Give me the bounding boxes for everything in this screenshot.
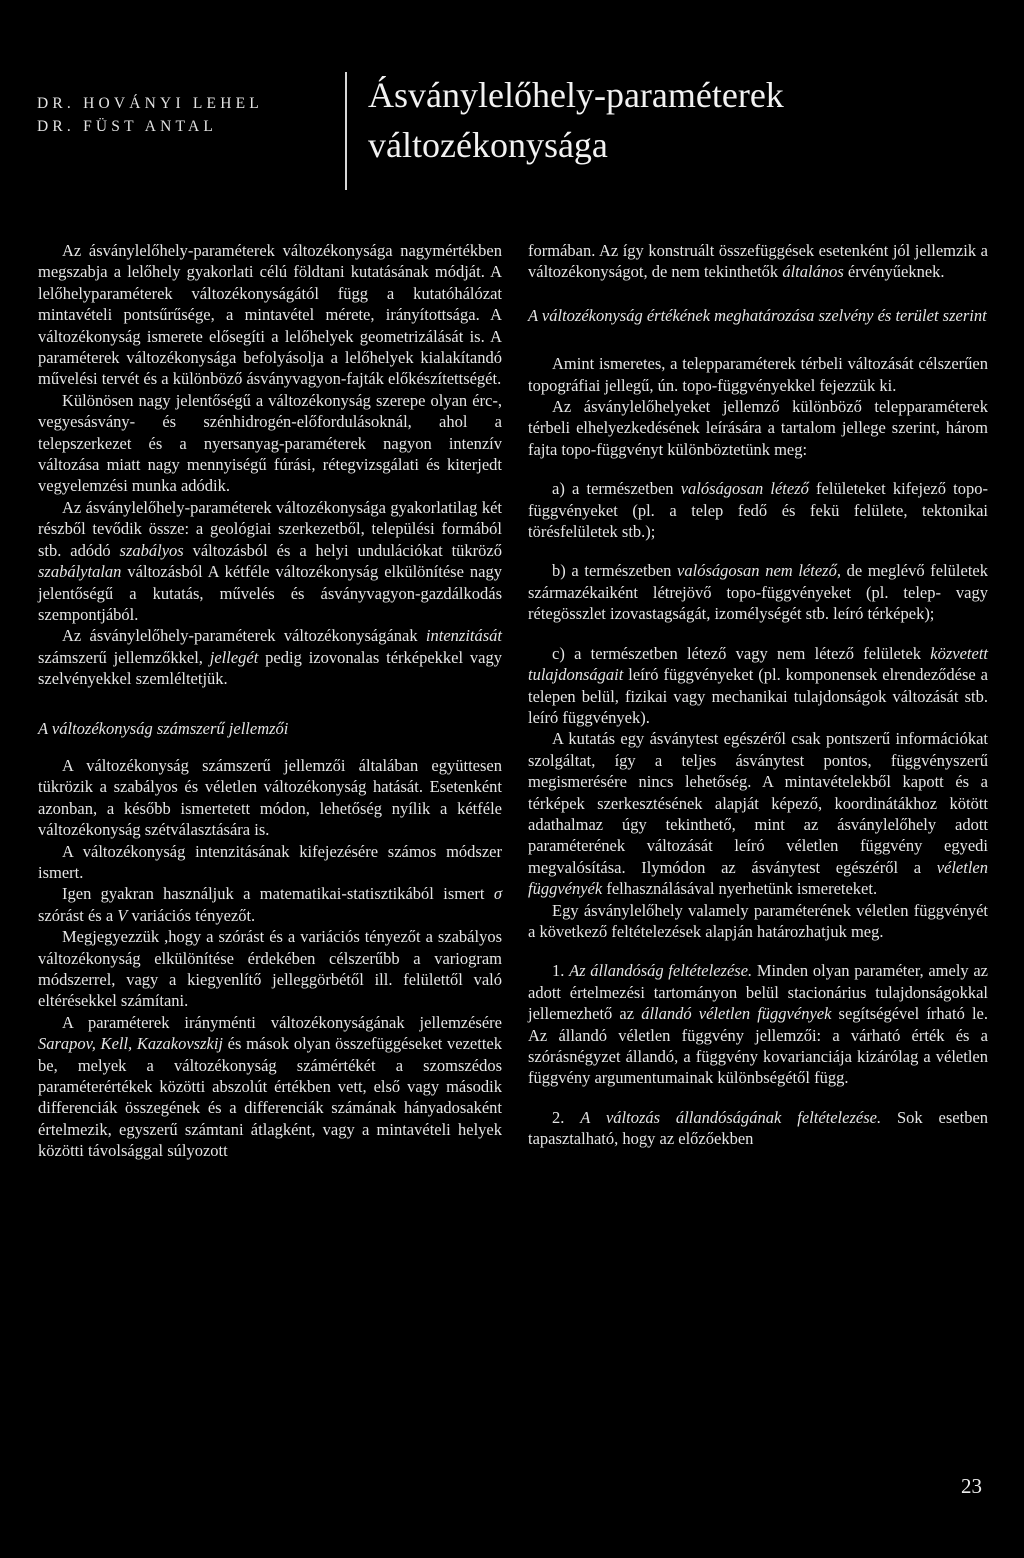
symbol-v: V xyxy=(117,905,128,925)
emphasis: valóságosan létező xyxy=(680,479,809,499)
title-line: Ásványlelőhely-paraméterek xyxy=(368,75,784,115)
text-run: pedig izovonalas térképekkel vagy szelvényekkel szemléltetjük. xyxy=(38,647,502,689)
emphasis: A változás állandóságának feltételezése. xyxy=(580,1107,882,1127)
text-run: változásból és a helyi undulációkat tükröző xyxy=(183,540,502,560)
paragraph xyxy=(38,1012,502,1162)
text-run: formában. Az így konstruált összefüggések esetenként jól jellemzik a változékonyságot, de nem tekinthetők xyxy=(528,241,988,282)
emphasis: általános xyxy=(782,262,844,282)
emphasis: Az állandóság feltételezése. xyxy=(569,961,753,981)
paragraph xyxy=(38,883,502,926)
text-run: felhasználásával nyerhetünk ismereteket. xyxy=(602,879,878,899)
text-run: segítségével írható le. Az állandó véletlen függvény jellemzői: a várható érték és a szórásnégyzet állandó, a függvény kovarianciája kizárólag a véletlen függvény argumentumainak különbségétől függ. xyxy=(528,1004,988,1088)
emphasis: jellegét xyxy=(209,647,259,667)
author-name: DR. HOVÁNYI LEHEL xyxy=(37,95,263,112)
page-number: 23 xyxy=(961,1474,982,1498)
text-run: c) a természetben létező vagy nem létező felületek xyxy=(552,643,931,663)
text-run: b) a természetben xyxy=(552,561,678,581)
emphasis: közvetett tulajdonságait xyxy=(528,643,988,685)
text-run: Minden olyan paraméter, amely az adott értelmezési tartományon belül stacionárius tulajdonságokkal jellemezhető az xyxy=(528,961,989,1024)
text-run: Igen gyakran használjuk a matematikai-statisztikából ismert xyxy=(62,884,494,904)
text-run: A paraméterek irányménti változékonyságának jellemzésére xyxy=(62,1012,502,1032)
title-line: változékonysága xyxy=(368,125,608,165)
text-run: számszerű jellemzőkkel, xyxy=(38,647,210,667)
header-divider xyxy=(345,72,347,190)
paragraph xyxy=(528,728,988,899)
paragraph: Az ásványlelőhelyeket jellemző különböző telepparaméterek térbeli elhelyezkedésének leírására a tartalom jellege szerint, három fajta topo-függvényt különböztetünk meg: xyxy=(528,397,988,459)
text-run: variációs tényezőt. xyxy=(127,905,256,925)
text-run: változásból A kétféle változékonyság elkülönítése nagy jelentőségű a kutatás, művelés és ásványvagyon-gazdálkodás szempontjából. xyxy=(38,562,502,624)
list-item xyxy=(528,643,988,729)
text-run: 1. xyxy=(552,961,570,981)
text-run: leíró függvényeket (pl. komponensek elrendeződése a telepen belül, fizikai vagy mechanikai tulajdonságok változását stb. leíró függvények). xyxy=(528,665,988,727)
emphasis: szabálytalan xyxy=(38,562,122,582)
numbered-item xyxy=(528,960,988,1088)
emphasis: valóságosan nem létező, xyxy=(677,561,841,581)
text-run: Az ásványlelőhely-paraméterek változékonyságának xyxy=(62,626,426,646)
paragraph xyxy=(38,625,502,689)
author-name: DR. FÜST ANTAL xyxy=(37,118,217,135)
paragraph: Különösen nagy jelentőségű a változékonyság szerepe olyan érc-, vegyesásvány- és szénhidrogén-előfordulásoknál, ahol a telepszerkezet és a nyersanyag-paraméterek nagyon intenzív változása miatt nagy mennyiségű fúrási, rétegvizsgálati és kiterjedt vegyelemzési munka adódik. xyxy=(38,390,502,496)
paragraph: Az ásványlelőhely-paraméterek változékonysága nagymértékben megszabja a lelőhely gyakorlati célú földtani kutatásának módját. A lelőhelyparaméterek változékonyságától függ a kutatóhálózat mintavételi pontsűrűsége, a mintavétel mérete, irányítottsága. A változékonyság ismerete elősegíti a lelőhelyek geometrizálását is. A paraméterek változékonysága befolyásolja a lelőhelyek kialakítandó művelési tervét és a különböző ásványvagyon-fajták előkészítettségét. xyxy=(38,241,502,389)
text-run: 2. xyxy=(552,1107,581,1127)
paragraph xyxy=(38,497,502,625)
text-run: Sok esetben tapasztalható, hogy az előzőekben xyxy=(528,1107,989,1149)
text-run: Az ásványlelőhely-paraméterek változékonysága gyakorlatilag két részből tevődik össze: a geológiai szerkezetből, települési formából stb. adódó xyxy=(38,497,502,560)
emphasis: Sarapov, Kell, Kazakovszkij xyxy=(38,1034,224,1054)
emphasis: állandó véletlen függvények xyxy=(641,1004,832,1024)
symbol-sigma: σ xyxy=(493,884,502,904)
section-heading: A változékonyság számszerű jellemzői xyxy=(38,718,289,738)
author-list xyxy=(37,92,263,138)
text-run: felületeket kifejező topo-függvényeket (pl. a telep fedő és fekü felülete, tektonikai törésfelületek stb.); xyxy=(528,479,988,542)
left-column xyxy=(38,240,502,1162)
text-run: A kutatás egy ásványtest egészéről csak pontszerű információkat szolgáltat, így a teljes ásványtest pontos, függvényszerű megismerésére nincs lehetőség. A mintavételekből kapott és a térképek szerkesztésének alapját képező, koordinátákhoz kötött adathalmaz úgy tekinthető, mint az ásványlelőhely adott paraméterének változását leíró véletlen függvény egyedi megvalósítása. Ilymódon az ásványtest egészéről a xyxy=(528,729,988,877)
list-item xyxy=(528,478,988,542)
text-run: a) a természetben xyxy=(552,479,681,499)
right-column xyxy=(528,240,988,1150)
paragraph: Amint ismeretes, a telepparaméterek térbeli változását célszerűen topográfiai jellegű, ún. topo-függvényekkel fejezzük ki. xyxy=(528,354,988,395)
section-heading: A változékonyság értékének meghatározása szelvény és terület szerint xyxy=(528,305,987,325)
emphasis: véletlen függvényék xyxy=(528,857,988,899)
text-run: érvényűeknek. xyxy=(843,262,945,282)
text-run: de meglévő felületek származékaiként létrejövő topo-függvényeket (pl. telep- vagy rétegösszlet izovastagságát, izomélységét stb. leíró térképek); xyxy=(528,561,988,624)
paragraph: A változékonyság intenzitásának kifejezésére számos módszer ismert. xyxy=(38,841,502,882)
list-item xyxy=(528,560,988,624)
emphasis: intenzitását xyxy=(425,626,502,646)
paragraph: A változékonyság számszerű jellemzői általában együttesen tükrözik a szabályos és véletlen változékonyság hatását. Esetenként azonban, a később ismertetett módon, lehetőség nyílik a kétféle változékonyság szétválasztására is. xyxy=(38,755,502,840)
emphasis: szabályos xyxy=(119,540,184,560)
text-run: és mások olyan összefüggéseket vezettek be, melyek a változékonyság számértékét a szomszédos paraméterértékek közötti abszolút értékben vett, első vagy második differenciák összegének és a differenciák számának hányadosaként értelmezik, egyszerű számtani átlagként, vagy a mintavételi helyek közötti távolsággal súlyozott xyxy=(38,1034,502,1161)
text-run: szórást és a xyxy=(38,905,118,925)
paragraph: Megjegyezzük ,hogy a szórást és a variációs tényezőt a szabályos változékonyság elkülönítése érdekében célszerűbb a variogram módszerrel, vagy a kiegyenlítő jelleggörbétől ill. felülettől való eltérésekkel számítani. xyxy=(38,927,502,1011)
numbered-item xyxy=(528,1107,988,1150)
paragraph xyxy=(528,240,988,283)
paragraph: Egy ásványlelőhely valamely paraméterének véletlen függvényét a következő feltételezések alapján határozhatjuk meg. xyxy=(528,900,988,941)
article-title xyxy=(368,70,784,170)
